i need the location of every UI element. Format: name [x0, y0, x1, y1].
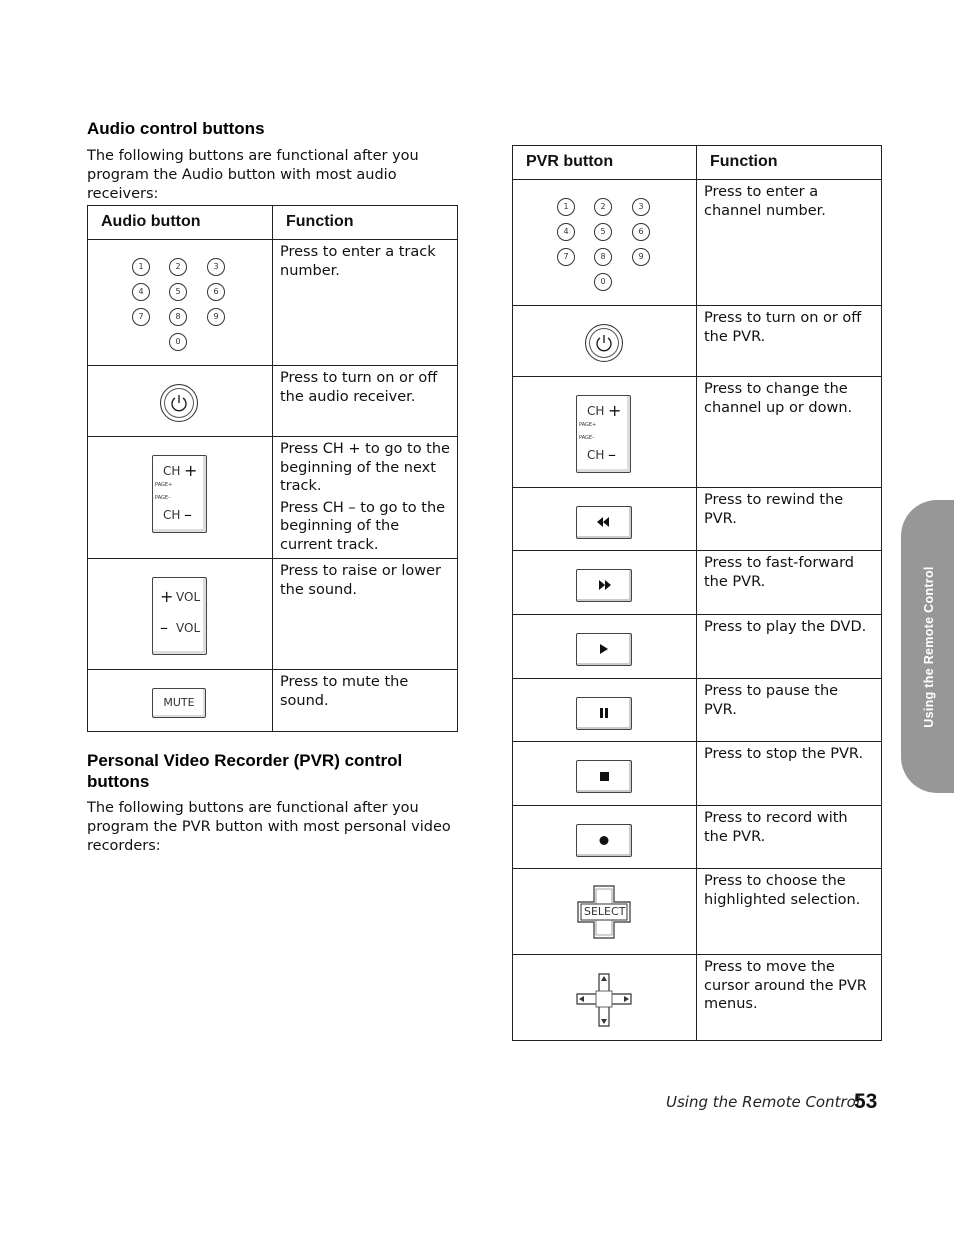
audio-heading: Audio control buttons [87, 119, 265, 138]
minus-icon: – [608, 445, 616, 464]
vol-down-label: VOL [176, 621, 201, 635]
function-text: Press CH – to go to the beginning of the current track. [280, 499, 446, 553]
ch-down-label: CH [587, 448, 605, 462]
rewind-icon [576, 506, 632, 539]
table-row [513, 377, 882, 488]
pause-cell [513, 679, 697, 742]
function-text: Press to raise or lower the sound. [273, 559, 458, 670]
function-text: Press CH + to go to the beginning of the next track. [280, 441, 450, 494]
page-number: 53 [854, 1090, 878, 1113]
power-icon [585, 324, 623, 362]
plus-icon: + [160, 587, 174, 606]
function-text: Press to turn on or off the PVR. [697, 306, 882, 377]
audio-intro: The following buttons are functional after you program the Audio button with most audio receivers: [87, 148, 419, 202]
plus-icon: + [608, 401, 622, 420]
pvr-table-header [513, 146, 882, 180]
arrow-pad-icon [575, 972, 633, 1028]
digit-key-9: 9 [632, 248, 650, 266]
mute-cell [88, 670, 273, 732]
digit-key-2: 2 [594, 198, 612, 216]
function-text: Press to turn on or off the audio receiver. [273, 366, 458, 437]
arrow-pad-cell [513, 955, 697, 1041]
audio-col-button: Audio button [88, 206, 273, 240]
channel-rocker [152, 455, 207, 533]
power-cell [88, 366, 273, 437]
audio-table-header [88, 206, 458, 240]
page-up-label: PAGE+ [579, 422, 597, 428]
digit-key-4: 4 [557, 223, 575, 241]
digit-key-7: 7 [557, 248, 575, 266]
power-cell [513, 306, 697, 377]
function-text: Press to rewind the PVR. [697, 488, 882, 551]
table-row [513, 551, 882, 615]
digit-key-5: 5 [594, 223, 612, 241]
table-row [88, 437, 458, 559]
power-icon [160, 384, 198, 422]
function-text: Press to pause the PVR. [697, 679, 882, 742]
table-row [88, 240, 458, 366]
minus-icon: – [160, 618, 168, 637]
footer-section-title: Using the Remote Control [666, 1093, 861, 1111]
table-row [513, 615, 882, 679]
table-row [513, 180, 882, 306]
page-down-label: PAGE– [155, 495, 171, 501]
function-text: Press to move the cursor around the PVR menus. [697, 955, 882, 1041]
digit-key-9: 9 [207, 308, 225, 326]
page-down-label: PAGE– [579, 435, 595, 441]
channel-rocker-cell [513, 377, 697, 488]
vol-up-label: VOL [176, 590, 201, 604]
play-icon [576, 633, 632, 666]
function-text: Press to change the channel up or down. [697, 377, 882, 488]
digit-key-0: 0 [169, 333, 187, 351]
digit-key-8: 8 [594, 248, 612, 266]
channel-rocker-cell [88, 437, 273, 559]
number-keypad [132, 258, 232, 358]
function-text: Press to stop the PVR. [697, 742, 882, 806]
audio-buttons-table [87, 205, 458, 732]
rewind-cell [513, 488, 697, 551]
pvr-intro: The following buttons are functional after you program the PVR button with most personal video recorders: [87, 800, 451, 854]
audio-col-function: Function [273, 206, 458, 240]
ch-down-label: CH [163, 508, 181, 522]
digit-key-2: 2 [169, 258, 187, 276]
digit-key-0: 0 [594, 273, 612, 291]
function-text: Press to choose the highlighted selection. [697, 869, 882, 955]
stop-icon [576, 760, 632, 793]
select-label: SELECT [584, 905, 626, 918]
table-row [513, 742, 882, 806]
number-keypad-cell [88, 240, 273, 366]
pvr-heading: Personal Video Recorder (PVR) control buttons [87, 751, 403, 791]
minus-icon: – [184, 505, 192, 524]
digit-key-3: 3 [207, 258, 225, 276]
table-row [513, 488, 882, 551]
page-up-label: PAGE+ [155, 482, 173, 488]
stop-cell [513, 742, 697, 806]
channel-rocker [576, 395, 631, 473]
table-row [513, 869, 882, 955]
function-text: Press to fast-forward the PVR. [697, 551, 882, 615]
record-cell [513, 806, 697, 869]
function-text: Press to mute the sound. [273, 670, 458, 732]
table-row [513, 955, 882, 1041]
mute-button-icon: MUTE [152, 688, 206, 718]
table-row [513, 806, 882, 869]
function-text: Press to enter a track number. [273, 240, 458, 366]
function-text-pair [273, 437, 458, 559]
number-keypad [557, 198, 657, 298]
table-row [88, 670, 458, 732]
table-row [513, 306, 882, 377]
function-text: Press to enter a channel number. [697, 180, 882, 306]
table-row [513, 679, 882, 742]
ch-up-label: CH [587, 404, 605, 418]
digit-key-8: 8 [169, 308, 187, 326]
pause-icon [576, 697, 632, 730]
pvr-col-button: PVR button [513, 146, 697, 180]
digit-key-1: 1 [557, 198, 575, 216]
record-icon [576, 824, 632, 857]
digit-key-3: 3 [632, 198, 650, 216]
digit-key-1: 1 [132, 258, 150, 276]
fast-forward-cell [513, 551, 697, 615]
fast-forward-icon [576, 569, 632, 602]
pvr-col-function: Function [697, 146, 882, 180]
pvr-buttons-table [512, 145, 882, 1041]
digit-key-7: 7 [132, 308, 150, 326]
digit-key-6: 6 [207, 283, 225, 301]
select-cell [513, 869, 697, 955]
volume-rocker [152, 577, 207, 655]
function-text: Press to record with the PVR. [697, 806, 882, 869]
digit-key-4: 4 [132, 283, 150, 301]
ch-up-label: CH [163, 464, 181, 478]
digit-key-5: 5 [169, 283, 187, 301]
volume-rocker-cell [88, 559, 273, 670]
number-keypad-cell [513, 180, 697, 306]
table-row [88, 366, 458, 437]
digit-key-6: 6 [632, 223, 650, 241]
table-row [88, 559, 458, 670]
plus-icon: + [184, 461, 198, 480]
function-text: Press to play the DVD. [697, 615, 882, 679]
side-tab-label: Using the Remote Control [922, 566, 936, 728]
play-cell [513, 615, 697, 679]
